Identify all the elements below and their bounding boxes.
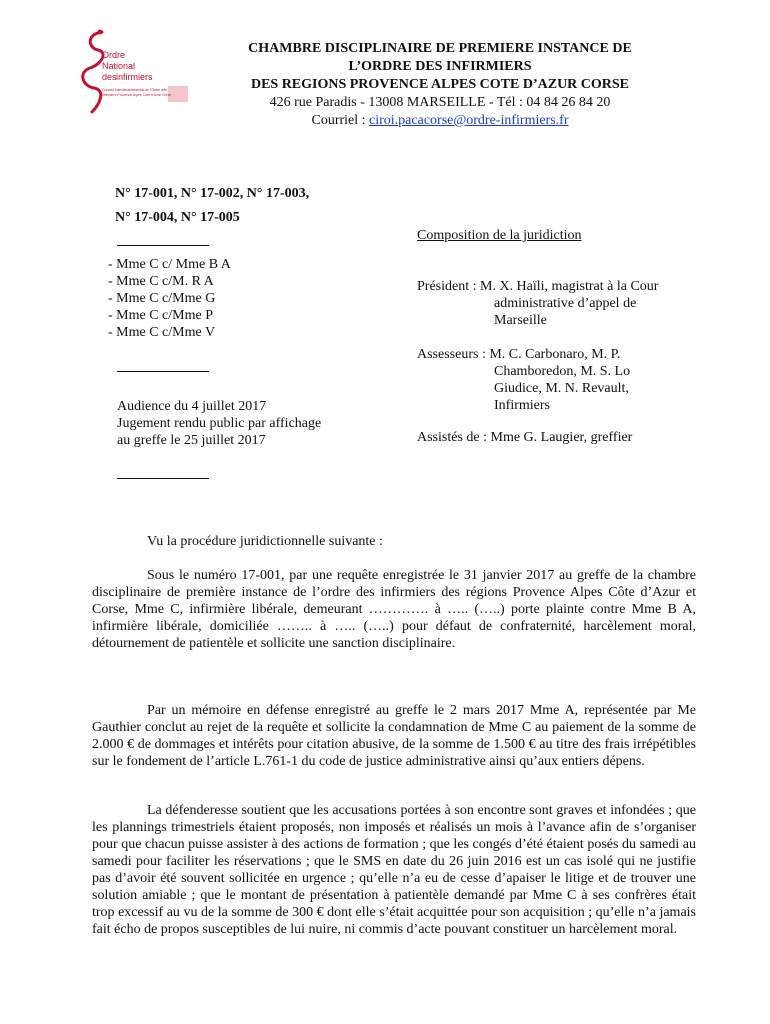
institution-header	[210, 40, 670, 130]
audience-line-3: au greffe le 25 juillet 2017	[117, 433, 266, 448]
paragraph-text: La défenderesse soutient que les accusations portées à son encontre sont graves et infondées ; que les plannings trimestriels étaient proposés, non imposés et réalisés un mois à l’avance afin de s’organiser pour que chacun puisse assister à des actions de formation ; que les congés d’été étaient posés du samedi au samedi pour faciliter les réservations ; que le SMS en date du 26 juin 2016 est un cas isolé qui ne justifie pas d’avoir été souvent sollicitée en urgence ; qu’elle n’a eu de cesse d’apaiser le litige et de trouver une solution amiable ; que le montant de présentation à patientèle demandé par Mme C à ses confrères était trop excessif au vu de la somme de 300 € dont elle s’était acquittée pour son acquisition ; qu’elle n’a jamais fait écho de propos susceptibles de lui nuire, ni commis d’acte pouvant constituer un harcèlement moral.	[92, 803, 696, 937]
parties-list	[108, 256, 231, 341]
party-item: - Mme C c/M. R A	[108, 274, 214, 289]
ordre-logo	[72, 28, 192, 118]
paragraph-text: Sous le numéro 17-001, par une requête enregistrée le 31 janvier 2017 au greffe de la chambre disciplinaire de première instance de l’ordre des infirmiers des régions Provence Alpes Côte d’Azur et Corse, Mme C, infirmière libérale, demeurant …………. à ….. (…..) porte plainte contre Mme B A, infirmière libérale, domiciliée …….. à ….. (…..) pour défaut de confraternité, harcèlement moral, détournement de patientèle et sollicite une sanction disciplinaire.	[92, 568, 696, 651]
logo-line-3: des	[102, 72, 117, 82]
separator-rule	[117, 478, 209, 479]
party-item: - Mme C c/Mme V	[108, 325, 216, 340]
president-line-3: Marseille	[494, 313, 547, 328]
assesseurs-line-3: Giudice, M. N. Revault,	[494, 381, 629, 396]
logo-line-1: Ordre	[102, 50, 126, 60]
audience-line-2: Jugement rendu public par affichage	[117, 416, 322, 431]
paragraph-requete	[92, 567, 696, 652]
party-item: - Mme C c/Mme G	[108, 291, 216, 306]
party-item: - Mme C c/Mme P	[108, 308, 213, 323]
header-line-2: L’ORDRE DES INFIRMIERS	[348, 59, 532, 74]
paragraph-text: Par un mémoire en défense enregistré au greffe le 2 mars 2017 Mme A, représentée par Me Gauthier conclut au rejet de la requête et sollicite la condamnation de Mme C au paiement de la somme de 2.000 € de dommages et intérêts pour citation abusive, de la somme de 1.500 € au titre des frais irrépétibles sur le fondement de l’article L.761-1 du code de justice administrative ainsi qu’aux entiers dépens.	[92, 703, 696, 769]
case-numbers-line-1: N° 17-001, N° 17-002, N° 17-003,	[115, 186, 310, 201]
composition-title: Composition de la juridiction	[417, 228, 582, 243]
procedure-intro: Vu la procédure juridictionnelle suivante :	[147, 534, 383, 549]
audience-block	[117, 398, 321, 449]
paragraph-defense	[92, 702, 696, 770]
president-block	[417, 278, 707, 329]
paragraph-moyens	[92, 802, 696, 938]
header-address: 426 rue Paradis - 13008 MARSEILLE - Tél : 04 84 26 84 20	[269, 95, 611, 110]
party-item: - Mme C c/ Mme B A	[108, 257, 231, 272]
logo-subtitle: Conseil Interdépartemental de l'Ordre des Infirmiers Provence Alpes Côte d'Azur Corse	[102, 88, 172, 97]
logo-line-4: infirmiers	[116, 72, 153, 82]
case-numbers-line-2: N° 17-004, N° 17-005	[115, 210, 240, 225]
assesseurs-line-2: Chamboredon, M. S. Lo	[494, 364, 631, 379]
logo-line-2: National	[102, 61, 136, 71]
header-line-1: CHAMBRE DISCIPLINAIRE DE PREMIERE INSTANCE DE	[248, 41, 632, 56]
separator-rule	[117, 245, 209, 246]
audience-line-1: Audience du 4 juillet 2017	[117, 399, 267, 414]
courriel-link[interactable]: ciroi.pacacorse@ordre-infirmiers.fr	[369, 113, 569, 128]
assistes-line: Assistés de : Mme G. Laugier, greffier	[417, 430, 633, 445]
assesseurs-block	[417, 346, 707, 414]
separator-rule	[117, 371, 209, 372]
president-line-2: administrative d’appel de	[494, 296, 637, 311]
logo-wordmark	[102, 50, 153, 83]
assesseurs-line-1: Assesseurs : M. C. Carbonaro, M. P.	[417, 347, 621, 362]
president-line-1: Président : M. X. Haïli, magistrat à la Cour	[417, 279, 659, 294]
courriel-label: Courriel :	[311, 113, 370, 128]
header-line-3: DES REGIONS PROVENCE ALPES COTE D’AZUR CORSE	[250, 77, 630, 92]
assesseurs-line-4: Infirmiers	[494, 398, 550, 413]
header-courriel	[210, 112, 670, 130]
